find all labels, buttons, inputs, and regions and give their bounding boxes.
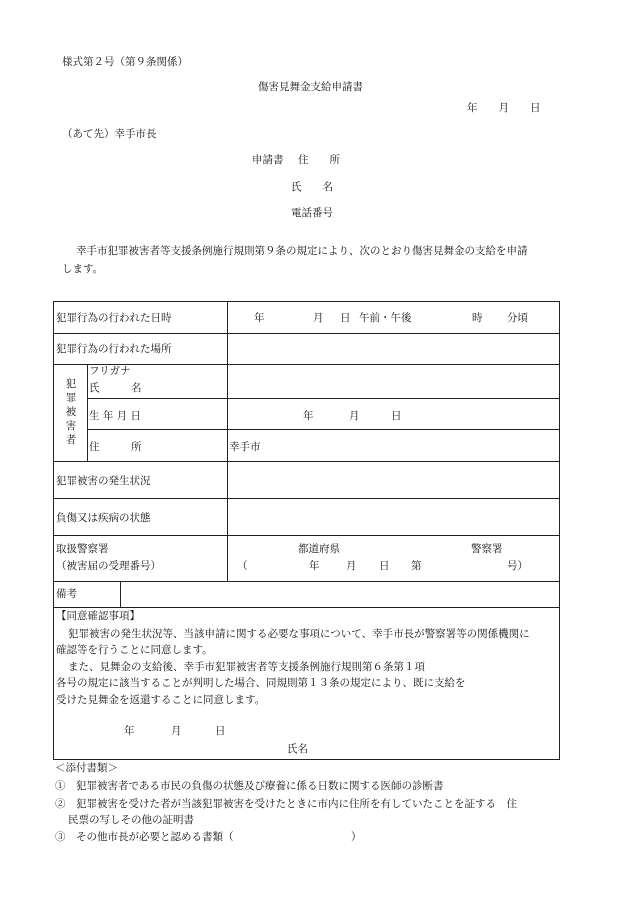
consent-day: 日 bbox=[215, 725, 226, 737]
attachment-item-2-line1: ② 犯罪被害を受けた者が当該犯罪被害を受けたときに市内に住所を有していたことを証する 住 bbox=[55, 798, 517, 810]
datetime-ampm: 午前・午後 bbox=[359, 312, 412, 324]
consent-p2-line1: また、見舞金の支給後、幸手市犯罪被害者等支援条例施行規則第６条第１項 bbox=[68, 661, 425, 673]
form-title: 傷害見舞金支給申請書 bbox=[258, 81, 363, 93]
injury-label: 負傷又は疾病の状態 bbox=[56, 512, 151, 524]
receipt-month: 月 bbox=[346, 560, 357, 572]
furigana-label: フリガナ bbox=[89, 365, 131, 377]
consent-name-label: 氏名 bbox=[287, 743, 308, 755]
application-date: 年 月 日 bbox=[467, 102, 541, 114]
consent-p2-line3: 受けた見舞金を返還することに同意します。 bbox=[56, 694, 266, 706]
datetime-year: 年 bbox=[254, 312, 265, 324]
consent-p1-line1: 犯罪被害の発生状況等、当該申請に関する必要な事項について、幸手市長が警察署等の関係機関に bbox=[68, 628, 530, 640]
intro-line-2: します。 bbox=[62, 263, 104, 275]
birth-day: 日 bbox=[391, 410, 402, 422]
attachment-item-1: ① 犯罪被害者である市民の負傷の状態及び療養に係る日数に関する医師の診断書 bbox=[55, 780, 444, 792]
birth-month: 月 bbox=[349, 410, 360, 422]
applicant-label: 申請書 bbox=[252, 154, 284, 166]
attachment-item-2-line2: 民票の写しその他の証明書 bbox=[68, 814, 194, 826]
remarks-field[interactable] bbox=[121, 582, 558, 606]
receipt-day: 日 bbox=[379, 560, 390, 572]
place-field[interactable] bbox=[228, 334, 558, 363]
datetime-minute: 分頃 bbox=[507, 312, 528, 324]
applicant-address-label: 住 所 bbox=[298, 154, 340, 166]
attachment-item-3: ③ その他市長が必要と認める書類（ bbox=[55, 831, 234, 843]
police-receipt-label: （被害届の受理番号） bbox=[56, 560, 161, 572]
damage-label: 犯罪被害の発生状況 bbox=[56, 475, 151, 487]
injury-field[interactable] bbox=[228, 499, 558, 534]
application-table bbox=[53, 301, 560, 760]
receipt-year: 年 bbox=[309, 560, 320, 572]
victim-address-label: 住 所 bbox=[89, 441, 142, 453]
addressee: （あて先）幸手市長 bbox=[62, 128, 157, 140]
form-number: 様式第２号（第９条関係） bbox=[62, 56, 188, 68]
victim-name-label: 氏 名 bbox=[89, 382, 142, 394]
consent-signature-field[interactable] bbox=[314, 738, 554, 756]
birthdate-field[interactable] bbox=[228, 399, 558, 428]
consent-p2-line2: 各号の規定に該当することが判明した場合、同規則第１３条の規定により、既に支給を bbox=[56, 677, 466, 689]
datetime-label: 犯罪行為の行われた日時 bbox=[56, 312, 172, 324]
applicant-phone-label: 電話番号 bbox=[291, 207, 333, 219]
place-label: 犯罪行為の行われた場所 bbox=[56, 343, 172, 355]
remarks-label: 備考 bbox=[56, 588, 77, 600]
consent-heading: 【同意確認事項】 bbox=[56, 610, 140, 622]
applicant-name-label: 氏 名 bbox=[291, 181, 333, 193]
attachment-item-3-close: ） bbox=[351, 831, 362, 843]
datetime-day: 日 bbox=[340, 312, 351, 324]
datetime-month: 月 bbox=[313, 312, 324, 324]
victim-group-label: 犯罪被害者 bbox=[65, 378, 77, 446]
receipt-close: 号） bbox=[507, 560, 528, 572]
victim-address-value: 幸手市 bbox=[229, 441, 261, 453]
prefecture-label: 都道府県 bbox=[298, 543, 340, 555]
receipt-open-paren: （ bbox=[237, 560, 248, 572]
police-label: 取扱警察署 bbox=[56, 543, 109, 555]
datetime-field[interactable] bbox=[228, 303, 558, 332]
victim-name-field[interactable] bbox=[228, 365, 558, 397]
police-field[interactable] bbox=[228, 536, 558, 580]
attachments-heading: ＜添付書類＞ bbox=[55, 762, 118, 774]
consent-year: 年 bbox=[124, 725, 135, 737]
receipt-no: 第 bbox=[411, 560, 422, 572]
birthdate-label: 生 年 月 日 bbox=[89, 410, 142, 422]
datetime-hour: 時 bbox=[472, 312, 483, 324]
damage-field[interactable] bbox=[228, 462, 558, 497]
victim-address-field[interactable] bbox=[228, 430, 558, 460]
intro-line-1: 幸手市犯罪被害者等支援条例施行規則第９条の規定により、次のとおり傷害見舞金の支給を申請 bbox=[76, 245, 528, 257]
consent-p1-line2: 確認等を行うことに同意します。 bbox=[56, 644, 213, 656]
consent-month: 月 bbox=[171, 725, 182, 737]
birth-year: 年 bbox=[303, 410, 314, 422]
police-station-label: 警察署 bbox=[471, 543, 503, 555]
